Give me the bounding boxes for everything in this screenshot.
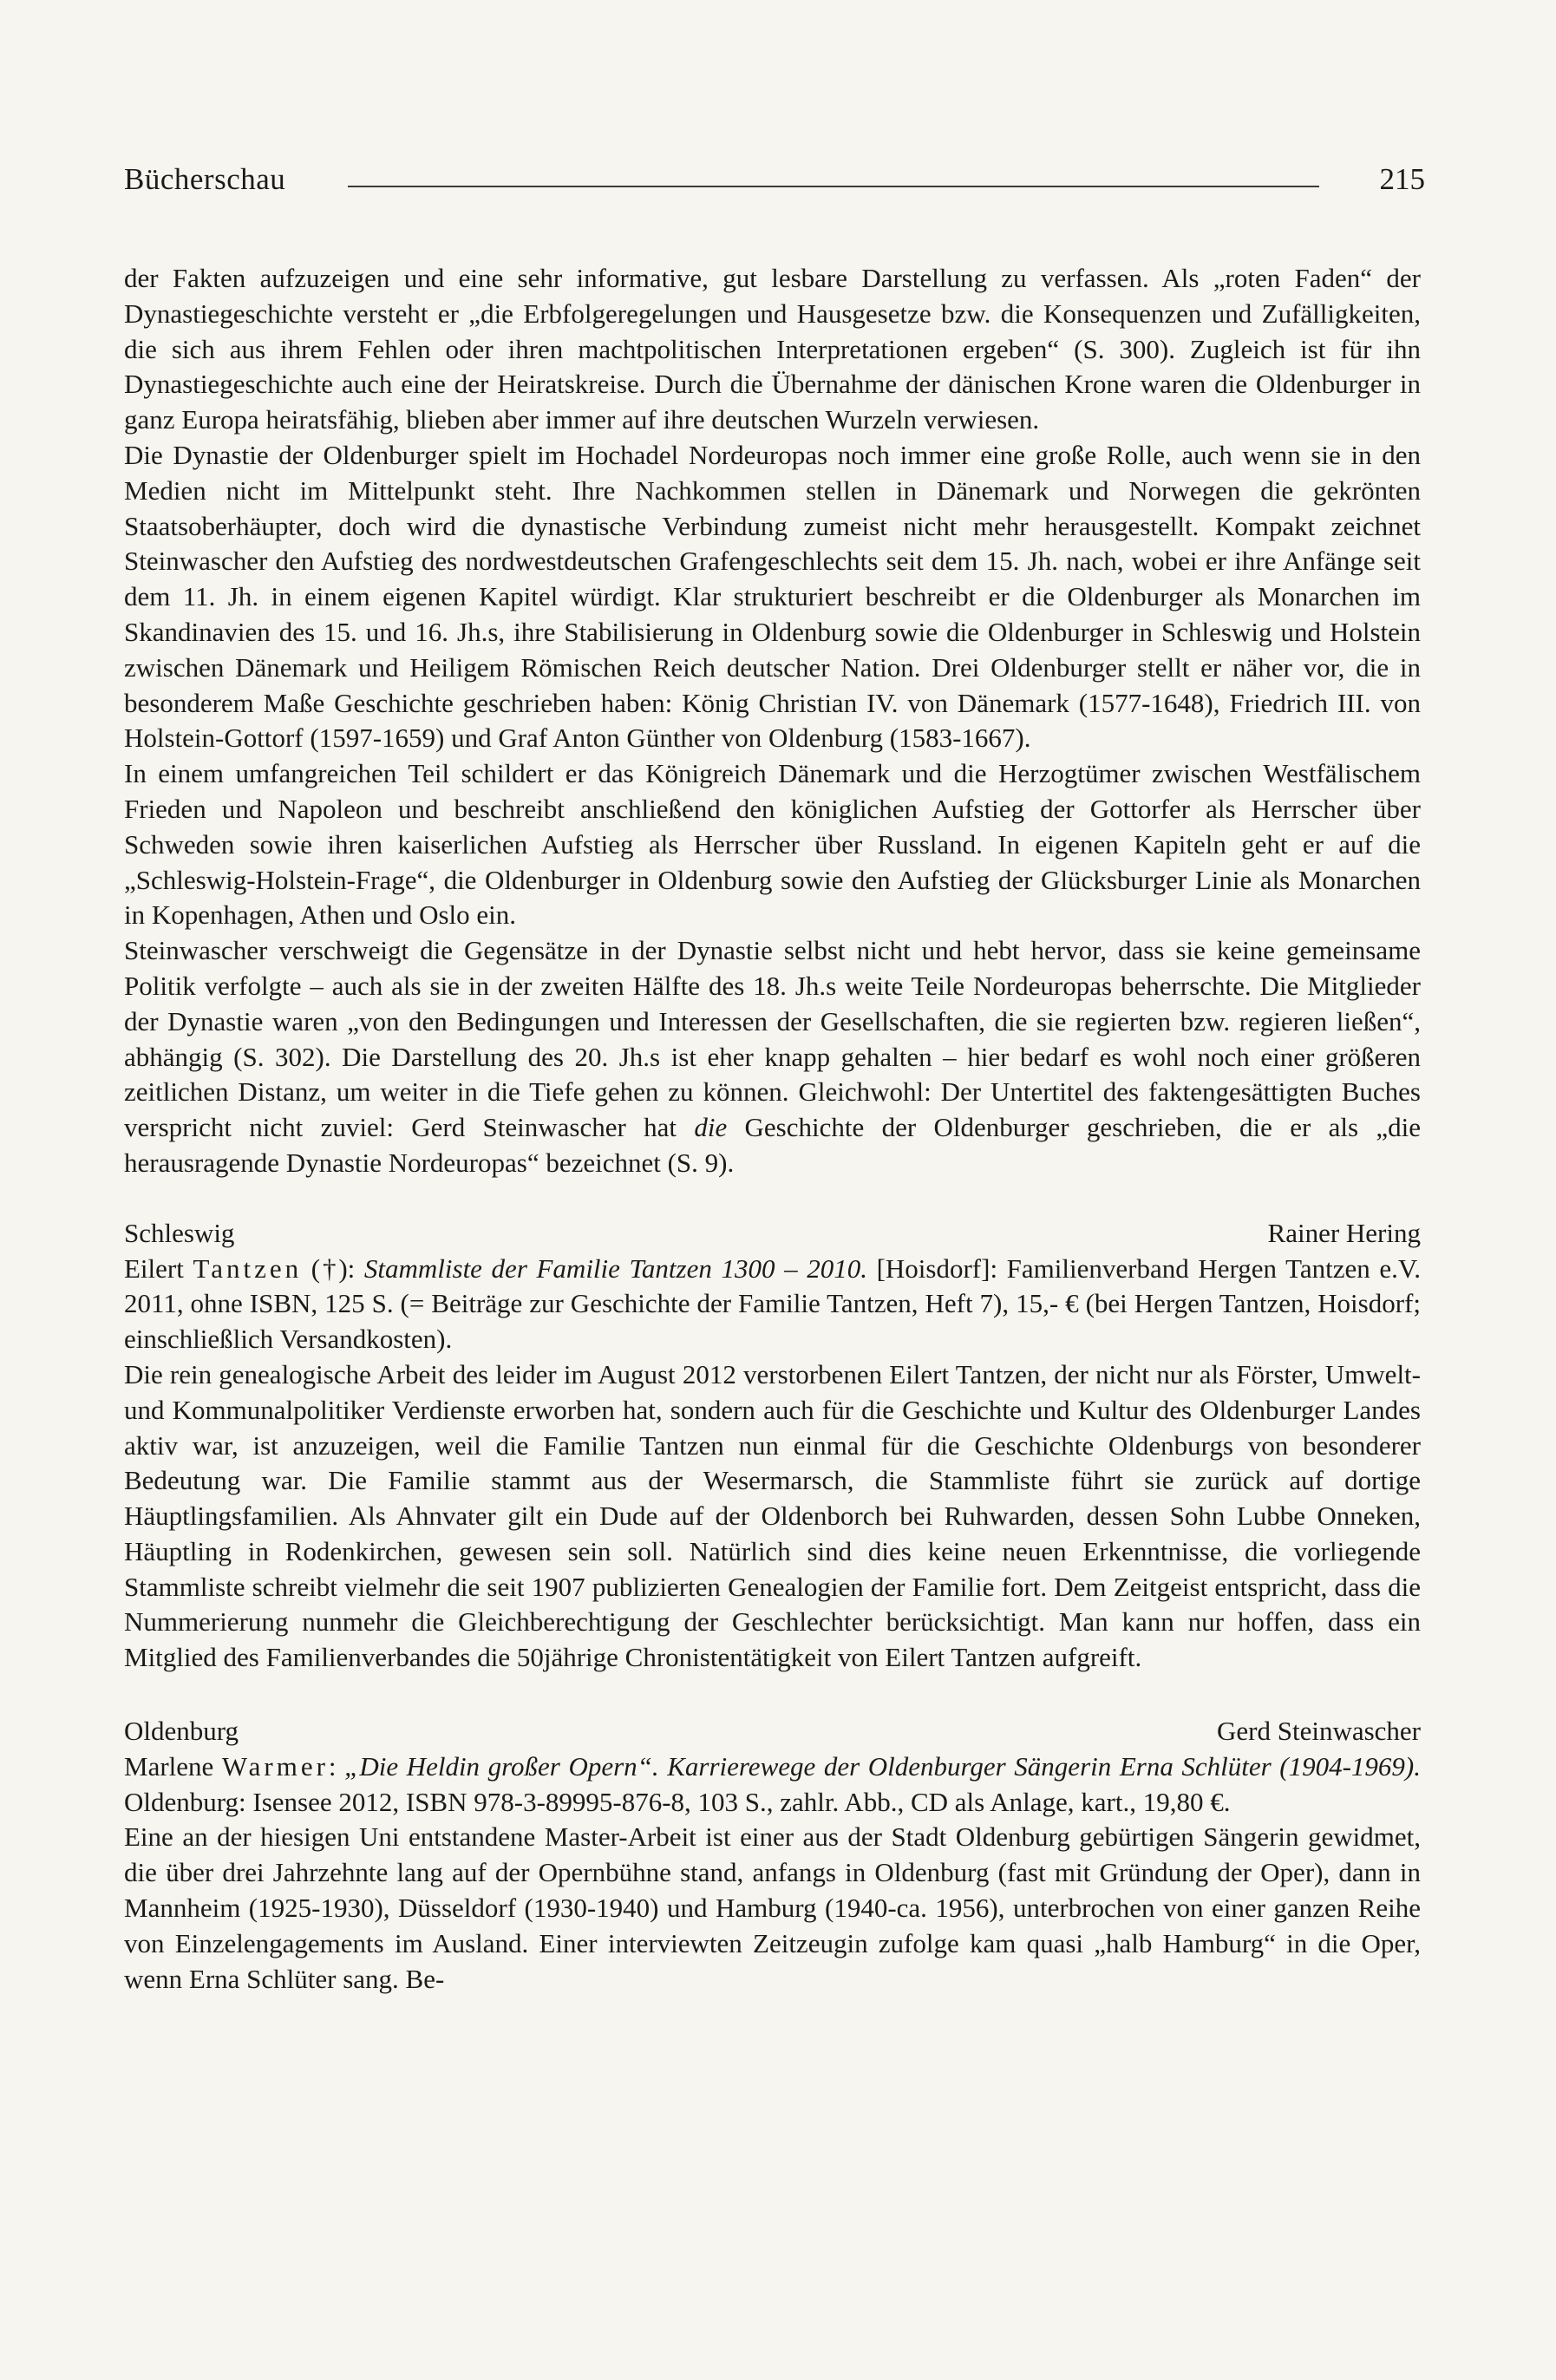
review3-author-first: Marlene bbox=[124, 1750, 214, 1782]
review2-author-suffix: (†): bbox=[302, 1252, 364, 1284]
review3-book-title: „Die Heldin großer Opern“. Karrierewege der Oldenburger Sängerin Erna Schlüter (1904-1969). bbox=[344, 1750, 1421, 1782]
review1-reviewer: Rainer Hering bbox=[1267, 1217, 1421, 1248]
review3-author-suffix: : bbox=[328, 1750, 345, 1782]
page-body bbox=[124, 261, 1421, 1997]
review2-paragraph: Die rein genealogische Arbeit des leider im August 2012 verstorbenen Eilert Tantzen, der nicht nur als Förster, Umwelt- und Kommunalpolitiker Verdienste erworben hat, sondern auch für die Geschichte und Kultur des Oldenburger Landes aktiv war, ist anzuzeigen, weil die Familie Tantzen nun einmal für die Geschichte Oldenburgs von besonderer Bedeutung war. Die Familie stammt aus der Wesermarsch, die Stammliste führt sie zurück auf dortige Häuptlingsfamilien. Als Ahnvater gilt ein Dude auf der Oldenborch bei Ruhwarden, dessen Sohn Lubbe Onneken, Häuptling in Rodenkirchen, gewesen sein soll. Natürlich sind dies keine neuen Erkenntnisse, die vorliegende Stammliste schreibt vielmehr die seit 1907 publizierten Genealogien der Familie fort. Dem Zeitgeist entspricht, dass die Nummerierung nunmehr die Gleichberechtigung der Geschlechter berücksichtigt. Man kann nur hoffen, dass ein Mitglied des Familienverbandes die 50jährige Chronistentätigkeit von Eilert Tantzen aufgreift. bbox=[124, 1358, 1421, 1673]
header-rule bbox=[348, 186, 1319, 187]
review1-signature bbox=[124, 1216, 1421, 1252]
review2-reviewer: Gerd Steinwascher bbox=[1217, 1716, 1421, 1747]
review3-paragraph: Eine an der hiesigen Uni entstandene Master-Arbeit ist einer aus der Stadt Oldenburg gebürtigen Sängerin gewidmet, die über drei Jahrzehnte lang auf der Opernbühne stand, anfangs in Oldenburg (fast mit Gründung der Oper), dann in Mannheim (1925-1930), Düsseldorf (1930-1940) und Hamburg (1940-ca. 1956), unterbrochen von einer ganzen Reihe von Einzelengagements im Ausland. Einer interviewten Zeitzeugin zufolge kam quasi „halb Hamburg“ in die Oper, wenn Erna Schlüter sang. Be- bbox=[124, 1821, 1421, 1994]
review3-author-last: Warmer bbox=[221, 1750, 329, 1782]
review1-paragraph-tail: Geschichte der Oldenburger geschrieben, die er als „die herausragende Dynastie Nordeuropas“ bezeichnet (S. 9). bbox=[124, 1112, 1421, 1178]
review2-biblio-details: [Hoisdorf]: Familienverband Hergen Tantzen e.V. 2011, ohne ISBN, 125 S. (= Beiträge zur Geschichte der Familie Tantzen, Heft 7), 15,- € (bei Hergen Tantzen, Hoisdorf; einschließlich Versandkosten). bbox=[124, 1252, 1421, 1355]
review1-paragraph-text: Steinwascher verschweigt die Gegensätze in der Dynastie selbst nicht und hebt hervor, dass sie keine gemeinsame Politik verfolgte – auch als sie in der zweiten Hälfte des 18. Jh.s weite Teile Nordeuropas beherrschte. Die Mitglieder der Dynastie waren „von den Bedingungen und Interessen der Gesellschaften, die sie regierten bzw. regieren ließen“, abhängig (S. 302). Die Darstellung des 20. Jh.s ist eher knapp gehalten – hier bedarf es wohl noch einer größeren zeitlichen Distanz, um weiter in die Tiefe gehen zu können. Gleichwohl: Der Untertitel des faktengesättigten Buches verspricht nicht zuviel: Gerd Steinwascher hat bbox=[124, 935, 1421, 1143]
page-number: 215 bbox=[1379, 162, 1425, 196]
review2-place: Oldenburg bbox=[124, 1716, 239, 1747]
review1-emphasis: die bbox=[694, 1112, 728, 1143]
review1-paragraph: In einem umfangreichen Teil schildert er das Königreich Dänemark und die Herzogtümer zwischen Westfälischem Frieden und Napoleon und beschreibt anschließend den königlichen Aufstieg der Gottorfer als Herrscher über Schweden sowie ihren kaiserlichen Aufstieg als Herrscher über Russland. In eigenen Kapiteln geht er auf die „Schleswig-Holstein-Frage“, die Oldenburger in Oldenburg sowie den Aufstieg der Glücksburger Linie als Monarchen in Kopenhagen, Athen und Oslo ein. bbox=[124, 758, 1421, 931]
review3-bibliography bbox=[124, 1749, 1421, 1821]
review2-author-first: Eilert bbox=[124, 1252, 184, 1284]
review2-book-title: Stammliste der Familie Tantzen 1300 – 2010. bbox=[363, 1252, 867, 1284]
review1-place: Schleswig bbox=[124, 1217, 235, 1248]
section-title: Bücherschau bbox=[124, 162, 286, 196]
review1-paragraph: Die Dynastie der Oldenburger spielt im Hochadel Nordeuropas noch immer eine große Rolle, auch wenn sie in den Medien nicht im Mittelpunkt steht. Ihre Nachkommen stellen in Dänemark und Norwegen die gekrönten Staatsoberhäupter, doch wird die dynastische Verbindung zumeist nicht mehr herausgestellt. Kompakt zeichnet Steinwascher den Aufstieg des nordwestdeutschen Grafengeschlechts seit dem 15. Jh. nach, wobei er ihre Anfänge seit dem 11. Jh. in einem eigenen Kapitel würdigt. Klar strukturiert beschreibt er die Oldenburger als Monarchen im Skandinavien des 15. und 16. Jh.s, ihre Stabilisierung in Oldenburg sowie die Oldenburger in Schleswig und Holstein zwischen Dänemark und Heiligem Römischen Reich deutscher Nation. Drei Oldenburger stellt er näher vor, die in besonderem Maße Geschichte geschrieben haben: König Christian IV. von Dänemark (1577-1648), Friedrich III. von Holstein-Gottorf (1597-1659) und Graf Anton Günther von Oldenburg (1583-1667). bbox=[124, 439, 1421, 754]
running-header bbox=[124, 154, 1425, 194]
review2-bibliography bbox=[124, 1252, 1421, 1357]
review1-paragraph: der Fakten aufzuzeigen und eine sehr informative, gut lesbare Darstellung zu verfassen. Als „roten Faden“ der Dynastiegeschichte versteht er „die Erbfolgeregelungen und Hausgesetze bzw. die Konsequenzen und Zufälligkeiten, die sich aus ihrem Fehlen oder ihren machtpolitischen Interpretationen ergeben“ (S. 300). Zugleich ist für ihn Dynastiegeschichte auch eine der Heiratskreise. Durch die Übernahme der dänischen Krone waren die Oldenburger in ganz Europa heiratsfähig, blieben aber immer auf ihre deutschen Wurzeln verwiesen. bbox=[124, 263, 1421, 435]
review2-signature bbox=[124, 1714, 1421, 1749]
review2-author-last: Tantzen bbox=[193, 1252, 303, 1284]
review1-paragraph bbox=[124, 933, 1421, 1181]
review3-biblio-details: Oldenburg: Isensee 2012, ISBN 978-3-89995-876-8, 103 S., zahlr. Abb., CD als Anlage, kart., 19,80 €. bbox=[124, 1786, 1231, 1817]
